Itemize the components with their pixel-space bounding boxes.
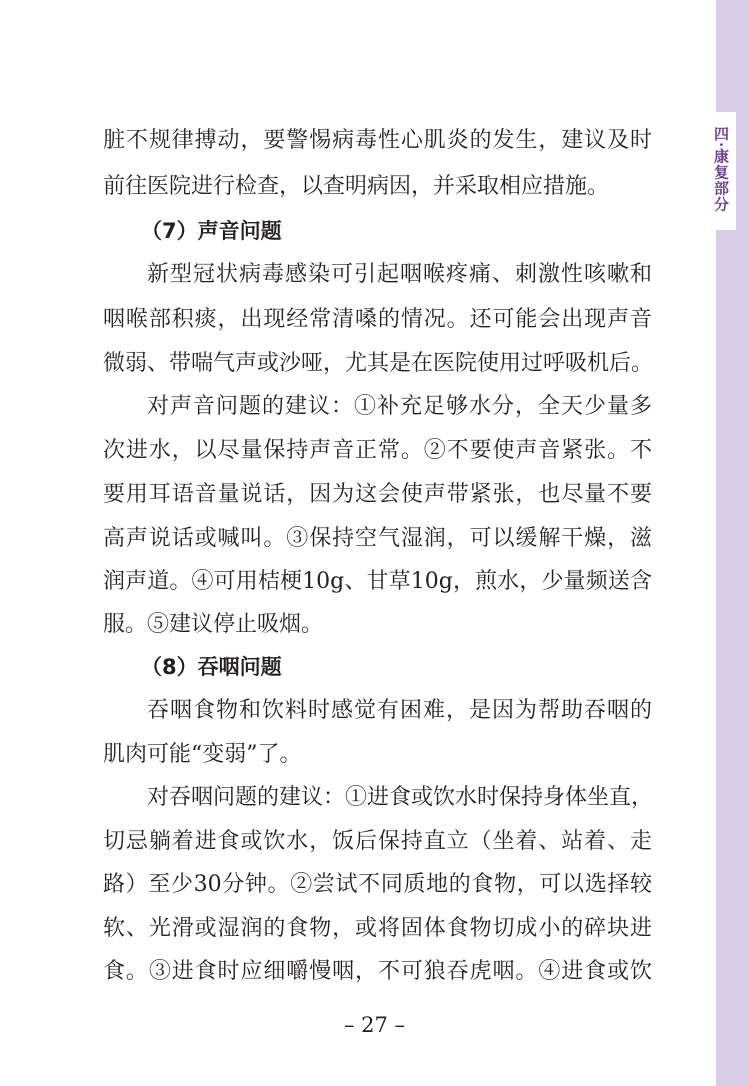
- body-line: 对吞咽问题的建议：①进食或饮水时保持身体坐直，: [147, 785, 654, 810]
- chapter-tab-label: 四·康复部分: [712, 126, 730, 213]
- chapter-tab: [706, 112, 736, 230]
- body-line: 服。⑤建议停止吸烟。: [103, 612, 324, 637]
- page-number: – 27 –: [343, 1013, 406, 1037]
- body-line: 对声音问题的建议：①补充足够水分，全天少量多: [147, 394, 652, 419]
- section-heading-swallow: （8）吞咽问题: [141, 655, 282, 679]
- body-line: 次进水，以尽量保持声音正常。②不要使声音紧张。不: [103, 438, 652, 463]
- body-line: 前往医院进行检查，以查明病因，并采取相应措施。: [103, 174, 610, 199]
- body-line: 肌肉可能“变弱”了。: [103, 742, 302, 767]
- section-heading-voice: （7）声音问题: [141, 219, 282, 243]
- body-line: 食。③进食时应细嚼慢咽，不可狼吞虎咽。④进食或饮: [103, 959, 652, 984]
- body-line: 新型冠状病毒感染可引起咽喉疼痛、刺激性咳嗽和: [147, 262, 652, 287]
- body-line: 软、光滑或湿润的食物，或将固体食物切成小的碎块进: [103, 916, 652, 941]
- body-line: 高声说话或喊叫。③保持空气湿润，可以缓解干燥，滋: [103, 526, 652, 551]
- body-line: 路）至少30分钟。②尝试不同质地的食物，可以选择较: [103, 872, 652, 897]
- body-line: 微弱、带喘气声或沙哑，尤其是在医院使用过呼吸机后。: [103, 351, 654, 376]
- body-line: 切忌躺着进食或饮水，饭后保持直立（坐着、站着、走: [103, 829, 652, 854]
- body-line: 要用耳语音量说话，因为这会使声带紧张，也尽量不要: [103, 482, 652, 507]
- body-line: 润声道。④可用桔梗10g、甘草10g，煎水，少量频送含: [103, 569, 652, 594]
- body-line: 脏不规律搏动，要警惕病毒性心肌炎的发生，建议及时: [103, 128, 652, 153]
- body-line: 咽喉部积痰，出现经常清嗓的情况。还可能会出现声音: [103, 307, 652, 332]
- body-line: 吞咽食物和饮料时感觉有困难，是因为帮助吞咽的: [147, 698, 652, 723]
